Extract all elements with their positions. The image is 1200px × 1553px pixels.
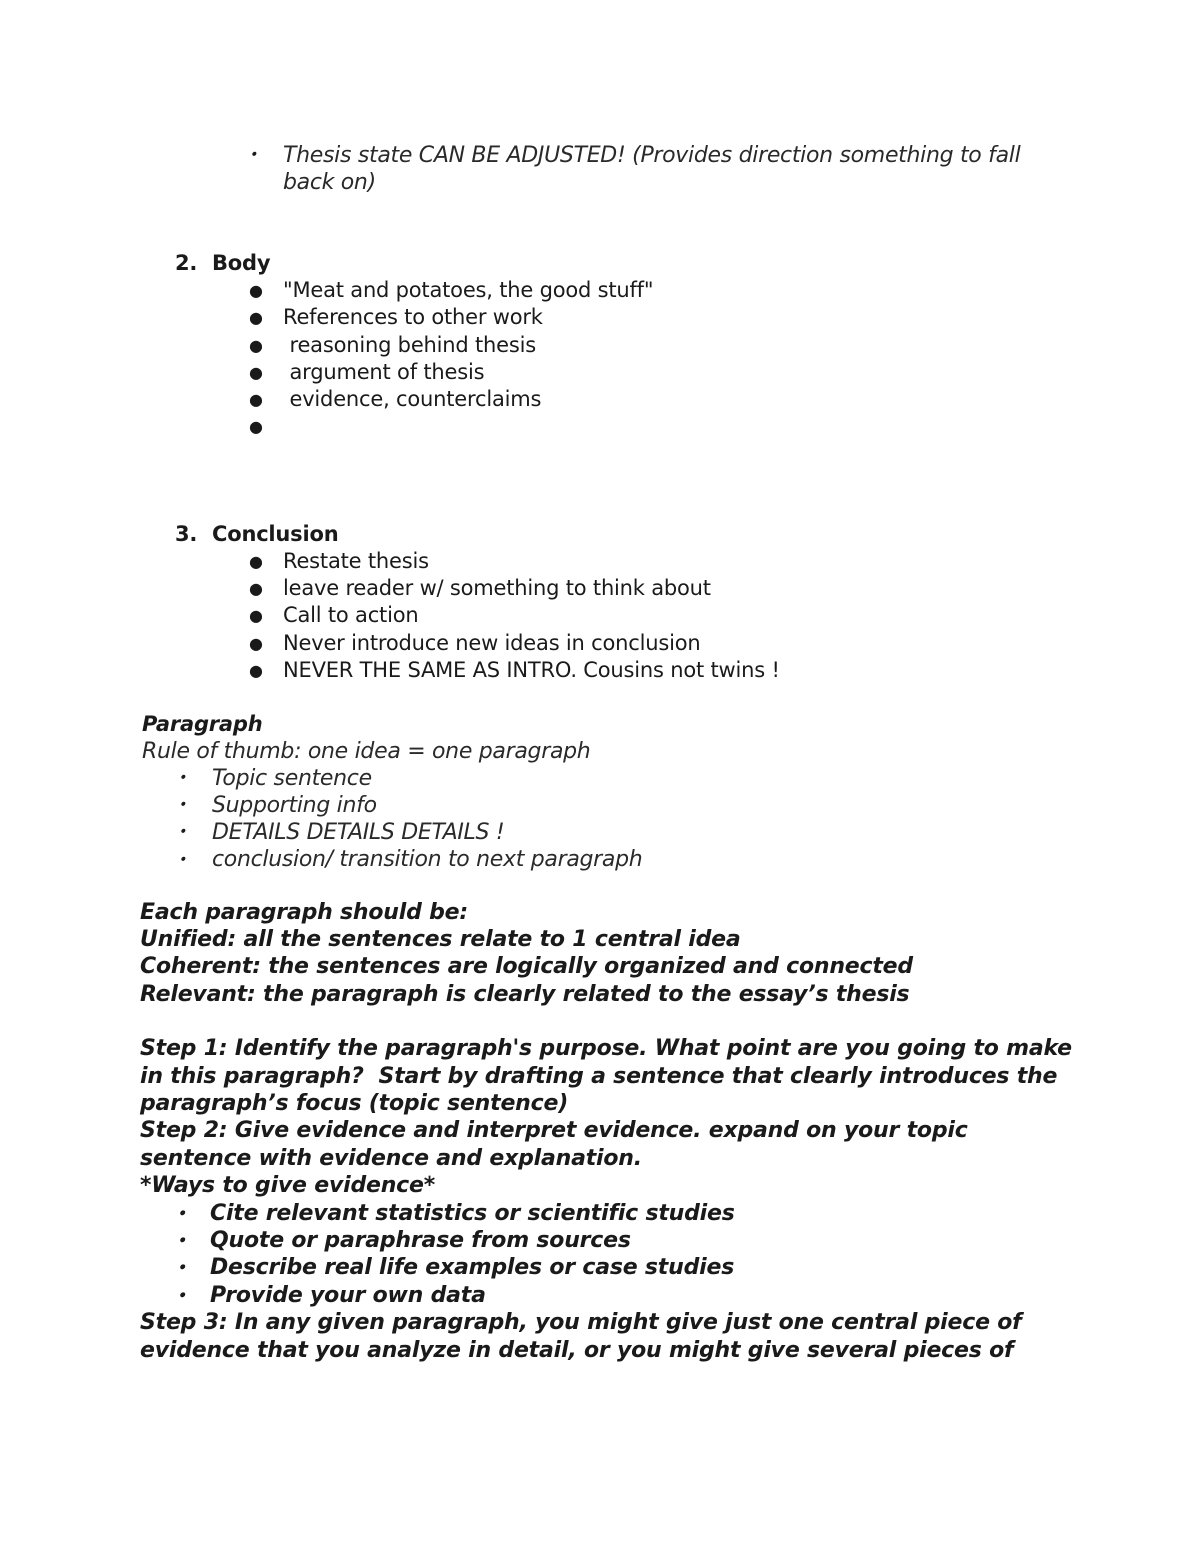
body-item: reasoning behind thesis <box>283 333 536 357</box>
should-be-heading: Each paragraph should be: <box>140 900 468 925</box>
step1-line <box>140 1036 1072 1061</box>
body-heading: Body <box>212 251 271 275</box>
should-be-line: Unified: all the sentences relate to 1 central idea <box>140 927 741 952</box>
thesis-adjust-line-2: back on) <box>283 170 376 195</box>
body-item: argument of thesis <box>283 360 485 384</box>
bullet-glyph: ● <box>249 634 263 653</box>
step1-line-3: paragraph’s focus (topic sentence) <box>140 1091 569 1116</box>
ways-item: Cite relevant statistics or scientific studies <box>210 1201 735 1226</box>
step2-line <box>140 1118 968 1143</box>
paragraph-rule: Rule of thumb: one idea = one paragraph <box>142 739 591 764</box>
bullet-glyph: ● <box>249 308 263 327</box>
conclusion-item: Restate thesis <box>283 549 429 573</box>
ways-item: Provide your own data <box>210 1283 486 1308</box>
bullet-glyph: • <box>176 1260 189 1276</box>
bullet-glyph: ● <box>249 579 263 598</box>
body-number: 2. <box>175 251 198 275</box>
conclusion-number: 3. <box>175 522 198 546</box>
conclusion-item: NEVER THE SAME AS INTRO. Cousins not twins ! <box>283 658 780 682</box>
bullet-glyph: • <box>177 852 189 868</box>
bullet-glyph: ● <box>249 281 263 300</box>
ways-item: Quote or paraphrase from sources <box>210 1228 631 1253</box>
step3-label: Step 3 <box>140 1310 219 1335</box>
step2-line-2: sentence with evidence and explanation. <box>140 1146 642 1171</box>
ways-item: Describe real life examples or case studies <box>210 1255 735 1280</box>
body-item: References to other work <box>283 305 543 329</box>
ways-heading: *Ways to give evidence* <box>140 1173 436 1198</box>
paragraph-item: Supporting info <box>212 793 377 818</box>
step3-text: : In any given paragraph, you might give just one central piece of <box>218 1310 1022 1335</box>
should-be-line: Relevant: the paragraph is clearly related to the essay’s thesis <box>140 982 910 1007</box>
bullet-glyph: • <box>177 824 189 840</box>
should-be-line: Coherent: the sentences are logically organized and connected <box>140 954 913 979</box>
bullet-glyph: • <box>176 1206 189 1222</box>
bullet-glyph: • <box>176 1288 189 1304</box>
body-item: "Meat and potatoes, the good stuff" <box>283 278 654 302</box>
bullet-glyph: • <box>248 147 260 163</box>
thesis-adjust-line-1: Thesis state CAN BE ADJUSTED! (Provides direction something to fall <box>283 143 1021 168</box>
conclusion-item: Never introduce new ideas in conclusion <box>283 631 701 655</box>
step1-line-2: in this paragraph? Start by drafting a sentence that clearly introduces the <box>140 1064 1058 1089</box>
bullet-glyph: • <box>176 1233 189 1249</box>
bullet-glyph: • <box>177 770 189 786</box>
step2-text: Give evidence and interpret evidence. expand on your topic <box>227 1118 968 1143</box>
step1-label: Step 1: <box>140 1036 228 1061</box>
conclusion-heading: Conclusion <box>212 522 339 546</box>
bullet-glyph: ● <box>249 552 263 571</box>
bullet-glyph: • <box>177 797 189 813</box>
bullet-glyph: ● <box>249 390 263 409</box>
bullet-glyph: ● <box>249 417 263 436</box>
bullet-glyph: ● <box>249 661 263 680</box>
paragraph-item: conclusion/ transition to next paragraph <box>212 847 643 872</box>
step1-text: Identify the paragraph's purpose. What point are you going to make <box>227 1036 1072 1061</box>
bullet-glyph: ● <box>249 336 263 355</box>
paragraph-item: Topic sentence <box>212 766 372 791</box>
paragraph-item: DETAILS DETAILS DETAILS ! <box>212 820 505 845</box>
body-item: evidence, counterclaims <box>283 387 542 411</box>
step2-label: Step 2: <box>140 1118 228 1143</box>
bullet-glyph: ● <box>249 606 263 625</box>
step3-line-2: evidence that you analyze in detail, or you might give several pieces of <box>140 1338 1014 1363</box>
conclusion-item: leave reader w/ something to think about <box>283 576 711 600</box>
paragraph-heading: Paragraph <box>142 712 263 736</box>
conclusion-item: Call to action <box>283 603 419 627</box>
step3-line <box>140 1310 1022 1335</box>
bullet-glyph: ● <box>249 363 263 382</box>
